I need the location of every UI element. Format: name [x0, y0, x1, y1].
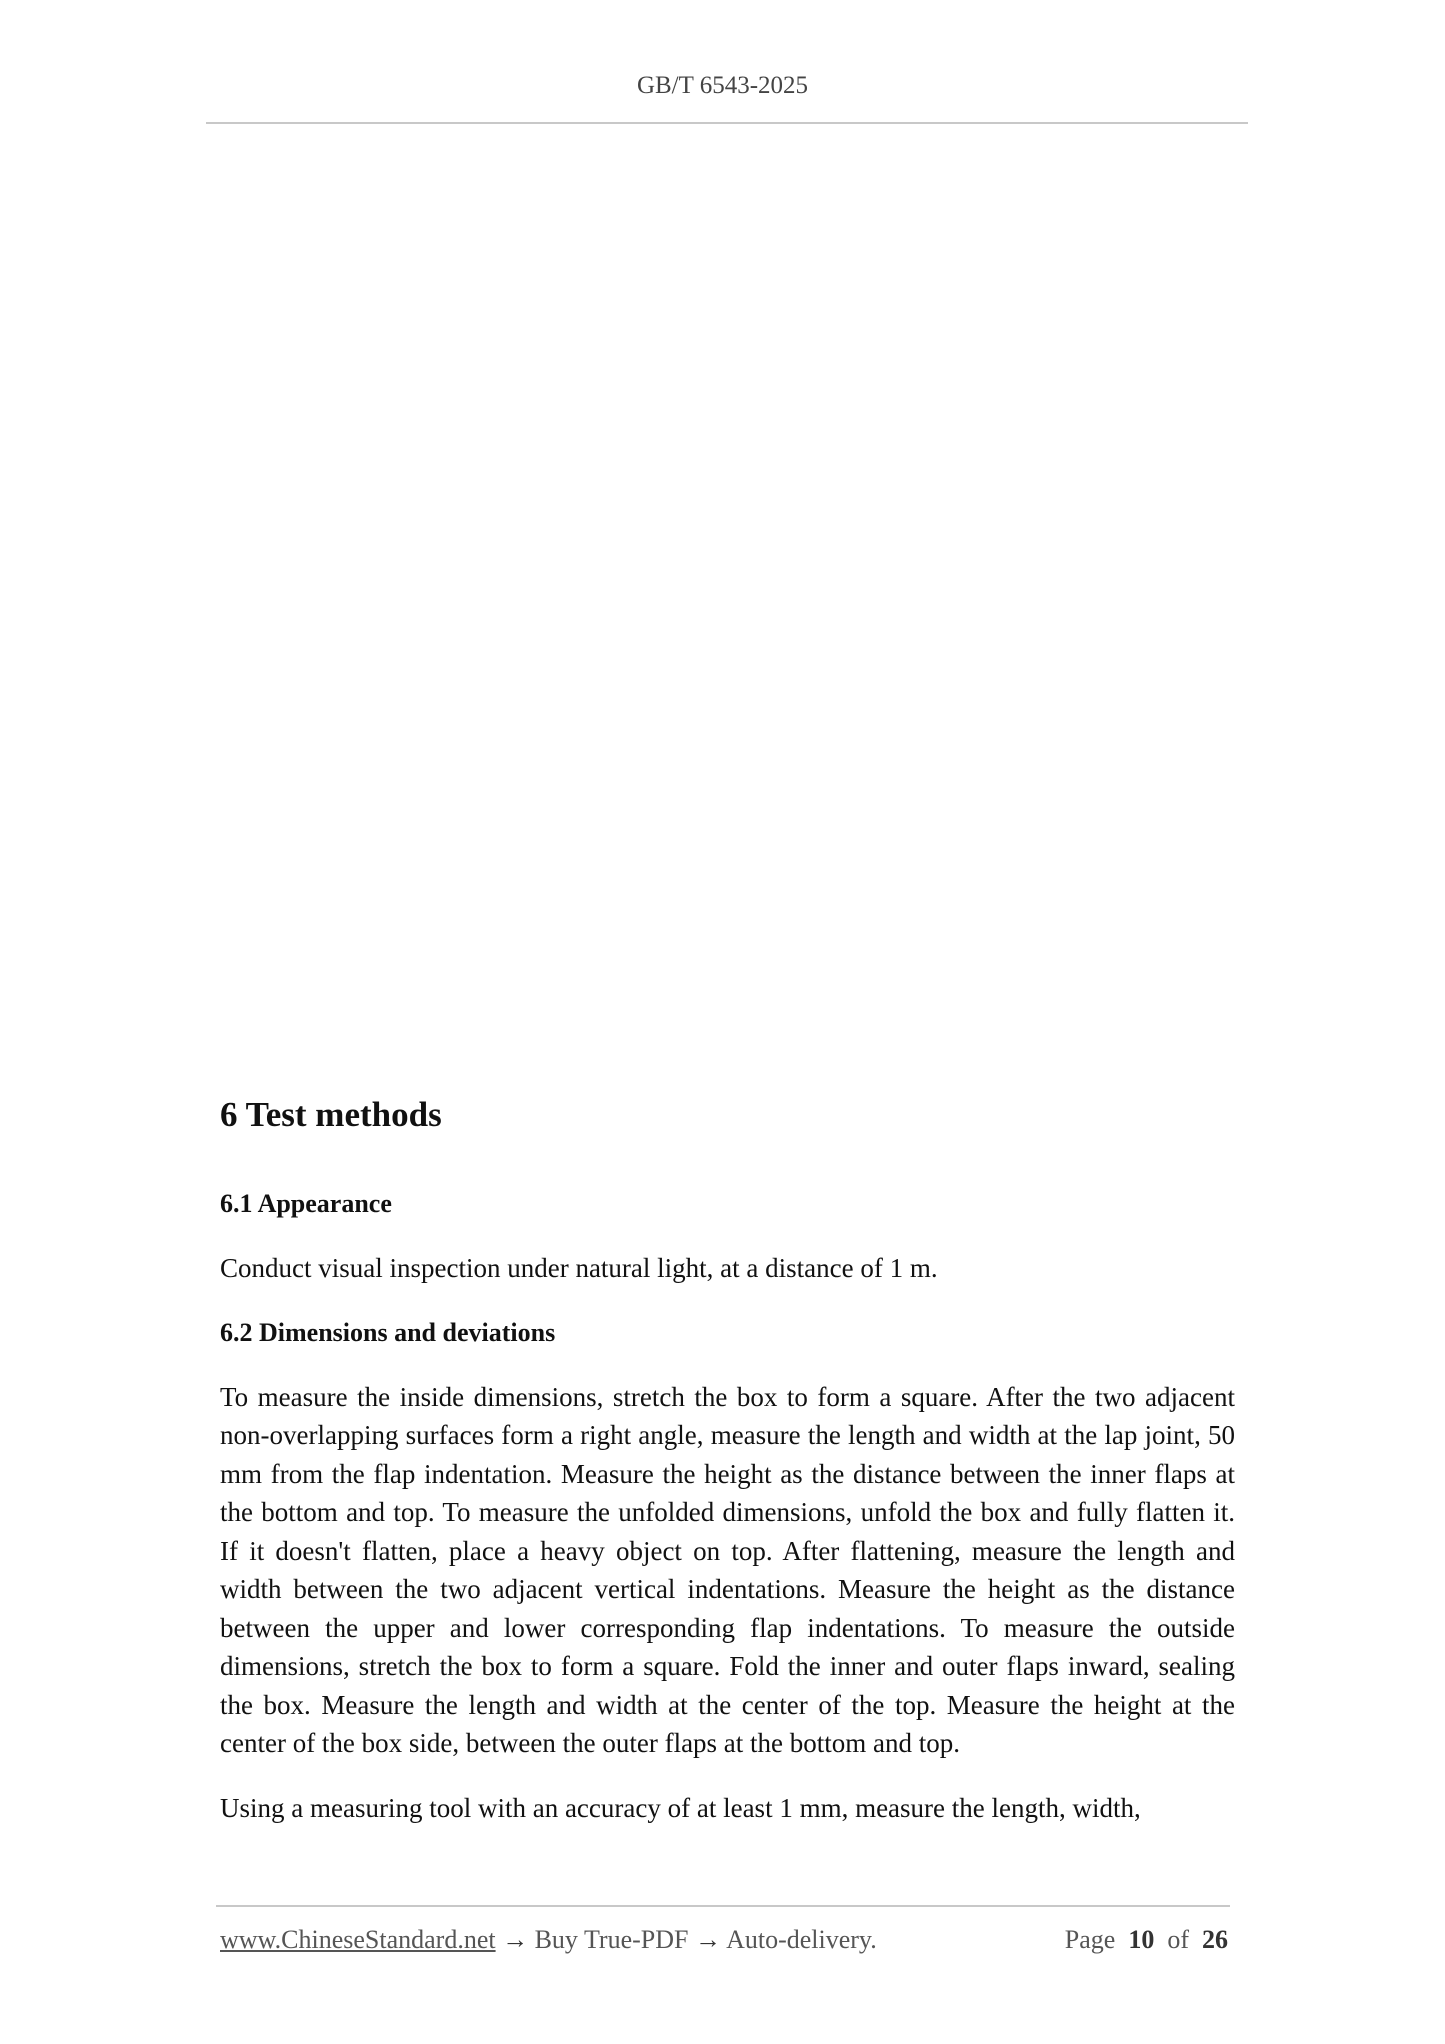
auto-delivery-text: Auto-delivery.	[726, 1925, 877, 1954]
footer-promo	[220, 1920, 877, 1960]
page-number	[1065, 1920, 1228, 1960]
header-divider	[206, 122, 1248, 124]
page-total: 26	[1202, 1925, 1228, 1954]
subsection-heading-appearance: 6.1 Appearance	[220, 1189, 392, 1218]
arrow-right-icon: →	[502, 1925, 529, 1954]
website-link[interactable]: www.ChineseStandard.net	[220, 1925, 496, 1954]
arrow-right-icon: →	[695, 1925, 721, 1954]
running-header-title: GB/T 6543-2025	[636, 72, 809, 99]
paragraph-dimensions-method: To measure the inside dimensions, stretch the box to form a square. After the two adjacent non-overlapping surfaces form a right angle, measure the length and width at the lap joint, 50 mm from the flap indentation. Measure the height as the distance between the inner flaps at the bottom and top. To measure the unfolded dimensions, unfold the box and fully flatten it. If it doesn't flatten, place a heavy object on top. After flattening, measure the length and width between the two adjacent vertical indentations. Measure the height as the distance between the upper and lower corresponding flap indentations. To measure the outside dimensions, stretch the box to form a square. Fold the inner and outer flaps inward, sealing the box. Measure the length and width at the center of the top. Measure the height at the center of the box side, between the outer flaps at the bottom and top.	[220, 1381, 1235, 1758]
paragraph-appearance: Conduct visual inspection under natural light, at a distance of 1 m.	[220, 1253, 938, 1283]
page-current: 10	[1128, 1925, 1155, 1954]
page-label: Page	[1064, 1925, 1116, 1954]
section-heading: 6 Test methods	[220, 1095, 442, 1134]
footer-divider	[216, 1905, 1230, 1907]
paragraph-measuring-tool: Using a measuring tool with an accuracy of at least 1 mm, measure the length, width,	[220, 1792, 1141, 1823]
subsection-heading-dimensions: 6.2 Dimensions and deviations	[220, 1317, 556, 1347]
page-body	[220, 1085, 1235, 1853]
buy-pdf-text: Buy True-PDF	[534, 1925, 689, 1954]
page-of-label: of	[1167, 1925, 1189, 1954]
